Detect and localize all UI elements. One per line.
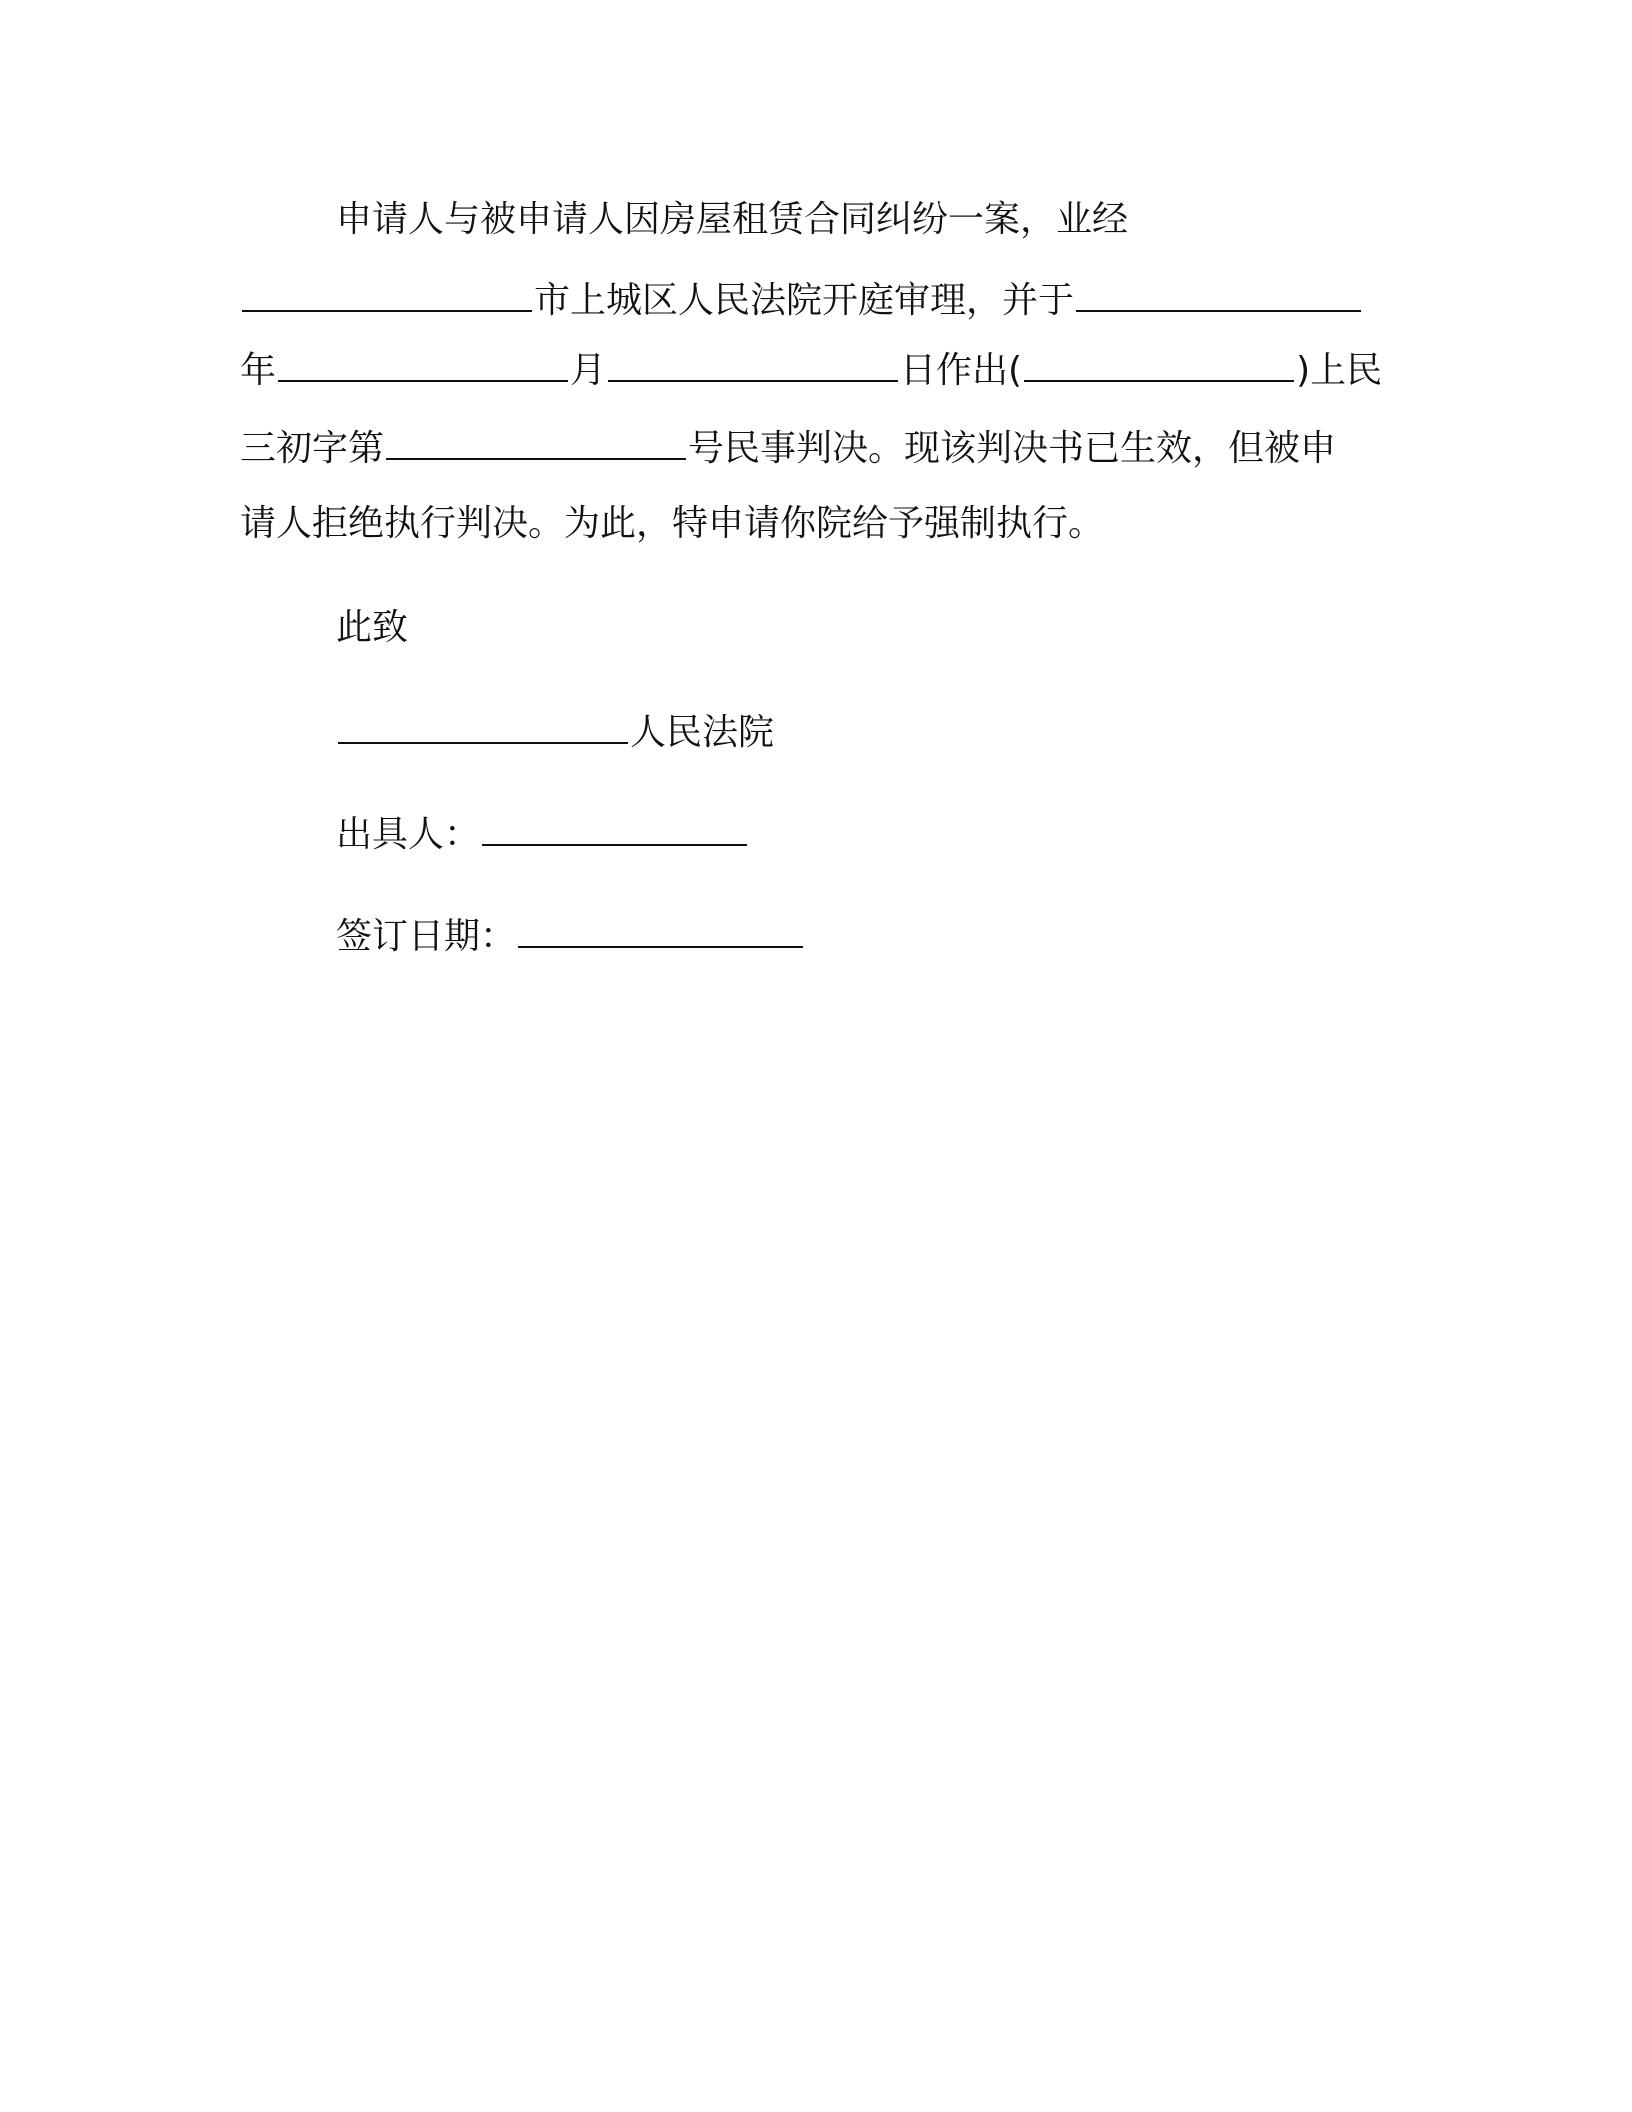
date-blank[interactable] [518, 910, 803, 948]
court-name-blank[interactable] [338, 706, 628, 744]
date-line [336, 910, 1486, 962]
body-text: 年 [240, 350, 277, 391]
body-text: 市上城区人民法院开庭审理，并于 [534, 280, 1075, 321]
date-label: 签订日期： [336, 916, 517, 957]
body-text: 申请人与被申请人因房屋租赁合同纠纷一案，业经 [336, 199, 1129, 240]
court-suffix: 人民法院 [630, 712, 775, 753]
body-line-2 [240, 274, 1390, 326]
body-line-4 [240, 422, 1390, 474]
salutation-text: 此致 [336, 607, 409, 648]
body-text: 日作出( [900, 350, 1023, 391]
month-blank[interactable] [278, 344, 568, 382]
body-text: 号民事判决。现该判决书已生效，但被申 [688, 428, 1337, 469]
case-number-blank[interactable] [386, 422, 686, 460]
issuer-blank[interactable] [482, 808, 747, 846]
day-blank[interactable] [608, 344, 898, 382]
body-line-1 [336, 194, 1486, 246]
case-year-blank[interactable] [1024, 344, 1294, 382]
city-blank[interactable] [242, 274, 532, 312]
body-line-3 [240, 344, 1390, 396]
salutation [336, 602, 1486, 654]
body-line-5 [240, 498, 1390, 550]
year-blank[interactable] [1076, 274, 1361, 312]
body-text: 请人拒绝执行判决。为此，特申请你院给予强制执行。 [240, 503, 1105, 544]
body-text: )上民 [1296, 350, 1383, 391]
court-line [336, 706, 1486, 758]
issuer-label: 出具人： [336, 814, 481, 855]
issuer-line [336, 808, 1486, 860]
body-text: 月 [570, 350, 607, 391]
body-text: 三初字第 [240, 428, 385, 469]
